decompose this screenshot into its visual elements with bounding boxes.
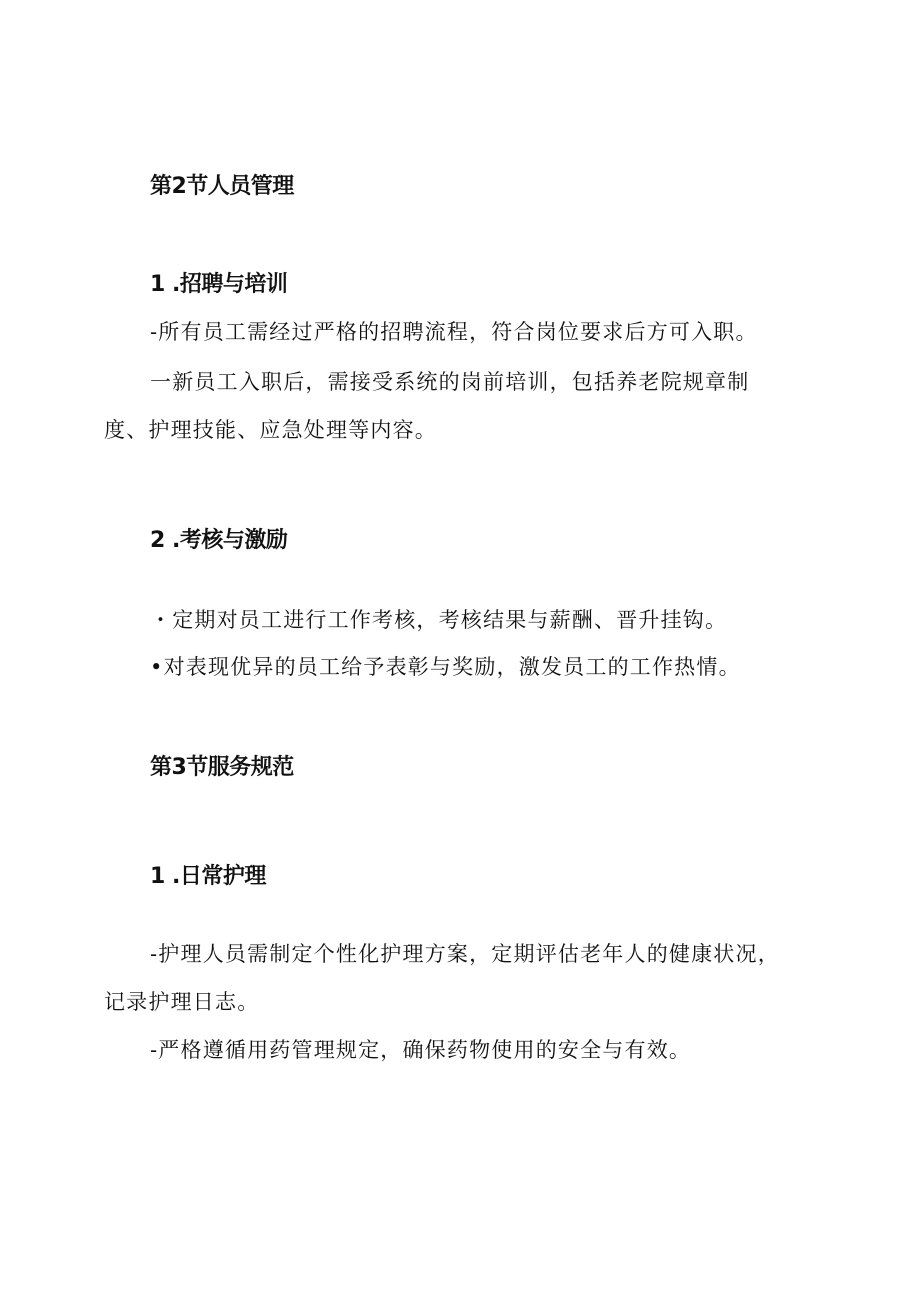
paragraph-line: -所有员工需经过严格的招聘流程，符合岗位要求后方可入职。 bbox=[150, 320, 758, 344]
section-title: 第3节服务规范 bbox=[150, 755, 294, 780]
section-title: 第2节人员管理 bbox=[150, 174, 294, 199]
paragraph-line: 度、护理技能、应急处理等内容。 bbox=[104, 418, 437, 442]
subsection-heading: 1 .日常护理 bbox=[150, 864, 266, 889]
paragraph-line: 记录护理日志。 bbox=[104, 990, 260, 1014]
subsection-heading: 1 .招聘与培训 bbox=[150, 272, 288, 297]
subsection-heading: 2 .考核与激励 bbox=[150, 528, 288, 553]
paragraph-line: -护理人员需制定个性化护理方案，定期评估老年人的健康状况， bbox=[150, 942, 780, 966]
paragraph-line: -严格遵循用药管理规定，确保药物使用的安全与有效。 bbox=[150, 1038, 692, 1062]
list-item: •对表现优异的员工给予表彰与奖励，激发员工的工作热情。 bbox=[150, 655, 741, 679]
list-item: ・定期对员工进行工作考核，考核结果与薪酬、晋升挂钩。 bbox=[150, 608, 728, 632]
paragraph-line: 一新员工入职后，需接受系统的岗前培训，包括养老院规章制 bbox=[150, 370, 750, 394]
